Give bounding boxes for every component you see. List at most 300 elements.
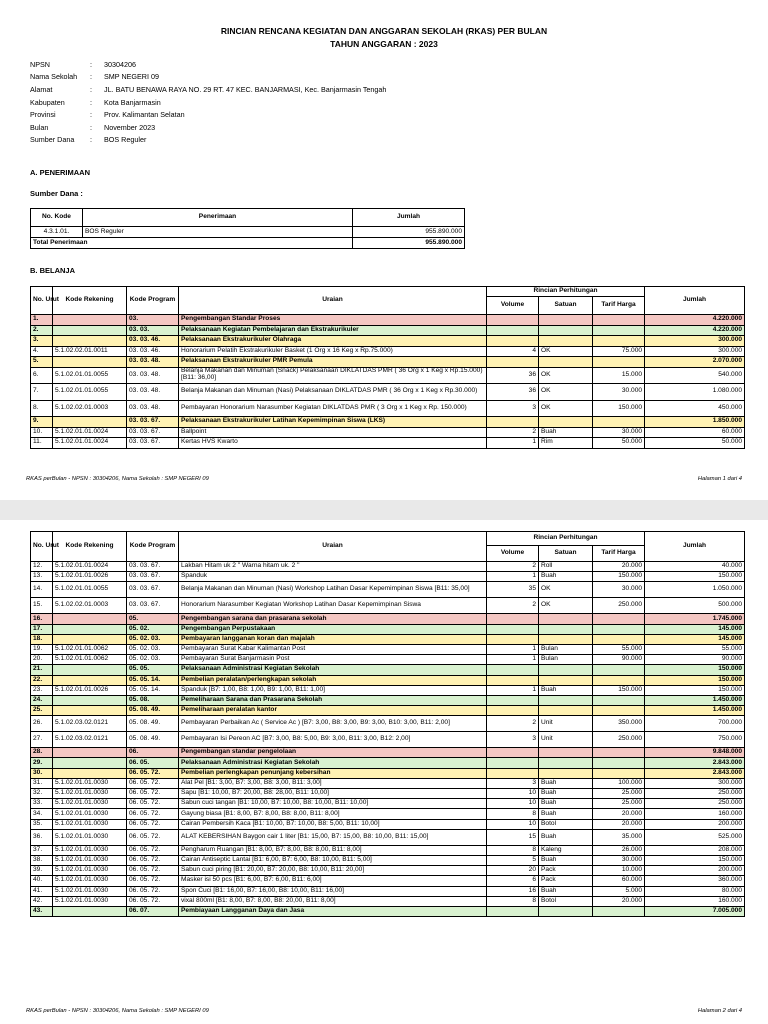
table-row — [31, 634, 745, 644]
cell-no: 6. — [31, 367, 53, 384]
cell-tarif: 10.000 — [593, 866, 645, 876]
cell-kode-rekening: 5.1.02.01.01.0030 — [53, 896, 127, 906]
cell-kode-program: 06. 05. 72. — [127, 855, 179, 865]
cell-tarif — [593, 325, 645, 336]
cell-jumlah: 1.450.000 — [645, 695, 745, 705]
page-number: Halaman 2 dari 4 — [697, 1008, 742, 1014]
cell-jumlah: 4.220.000 — [645, 325, 745, 336]
cell-kode-rekening: 5.1.02.02.01.0011 — [53, 346, 127, 357]
cell-volume: 8 — [487, 809, 539, 819]
cell-uraian: Pembelian perlengkapan penunjang kebersihan — [179, 768, 487, 778]
cell-uraian: Pelaksanaan Administrasi Kegiatan Sekolah — [179, 665, 487, 675]
cell-volume: 36 — [487, 384, 539, 401]
cell-satuan — [539, 906, 593, 916]
table-row — [31, 417, 745, 428]
cell-satuan: Botol — [539, 819, 593, 829]
cell-uraian: Kertas HVS Kwarto — [179, 438, 487, 449]
cell-kode-program: 03. 03. 46. — [127, 336, 179, 347]
cell-kode-rekening — [53, 695, 127, 705]
info-value: 30304206 — [104, 59, 136, 69]
cell-kode-rekening — [53, 614, 127, 624]
cell-tarif — [593, 614, 645, 624]
cell-tarif — [593, 758, 645, 768]
cell-no: 14. — [31, 582, 53, 598]
cell-volume: 8 — [487, 845, 539, 855]
penerimaan-row — [31, 227, 465, 238]
cell-kode-program: 05. — [127, 614, 179, 624]
table-row — [31, 438, 745, 449]
cell-satuan — [539, 706, 593, 716]
info-colon: : — [90, 72, 92, 82]
cell-kode-program: 03. 03. — [127, 325, 179, 336]
total-penerimaan-label: Total Penerimaan — [31, 238, 353, 249]
cell-kode-program: 05. 08. 49. — [127, 706, 179, 716]
cell-volume: 1 — [487, 438, 539, 449]
cell-uraian: Pelaksanaan Kegiatan Pembelajaran dan Ekstrakurikuler — [179, 325, 487, 336]
cell-kode-rekening: 5.1.02.03.02.0121 — [53, 732, 127, 748]
cell-jumlah: 360.000 — [645, 876, 745, 886]
info-value: Prov. Kalimantan Selatan — [104, 110, 185, 120]
header-no-urut: No. Urut — [31, 532, 53, 562]
cell-tarif: 100.000 — [593, 778, 645, 788]
cell-kode-program: 05. 08. 49. — [127, 732, 179, 748]
info-row — [30, 108, 386, 121]
cell-kode-rekening: 5.1.02.01.01.0030 — [53, 855, 127, 865]
table-row — [31, 562, 745, 572]
belanja-heading: B. BELANJA — [30, 266, 76, 275]
cell-kode-program: 05. 02. 03. — [127, 655, 179, 665]
cell-no: 31. — [31, 778, 53, 788]
cell-kode-program: 05. 08. 49. — [127, 716, 179, 732]
cell-no: 36. — [31, 829, 53, 845]
penerimaan-heading: A. PENERIMAAN — [30, 168, 91, 177]
page-footer: RKAS perBulan - NPSN : 30304206, Nama Sekolah : SMP NEGERI 09 — [26, 476, 209, 482]
cell-tarif — [593, 768, 645, 778]
cell-kode-rekening — [53, 325, 127, 336]
cell-no: 43. — [31, 906, 53, 916]
cell-volume: 2 — [487, 716, 539, 732]
cell-uraian: Spanduk [B7: 1,00, B8: 1,00, B9: 1,00, B11: 1,00] — [179, 685, 487, 695]
cell-jumlah: 150.000 — [645, 572, 745, 582]
info-colon: : — [90, 84, 92, 94]
header-rincian: Rincian Perhitungan — [487, 532, 645, 546]
cell-no: 15. — [31, 598, 53, 614]
cell-tarif: 90.000 — [593, 655, 645, 665]
cell-no: 40. — [31, 876, 53, 886]
cell-tarif — [593, 357, 645, 368]
cell-uraian: Pembayaran langganan koran dan majalah — [179, 634, 487, 644]
table-row — [31, 400, 745, 417]
table-row — [31, 427, 745, 438]
info-colon: : — [90, 97, 92, 107]
cell-satuan: Rim — [539, 438, 593, 449]
header-rincian: Rincian Perhitungan — [487, 287, 645, 297]
cell-tarif: 15.000 — [593, 367, 645, 384]
header-tarif: Tarif Harga — [593, 546, 645, 562]
cell-tarif: 250.000 — [593, 598, 645, 614]
cell-volume: 5 — [487, 855, 539, 865]
cell-kode-rekening: 5.1.02.01.01.0030 — [53, 829, 127, 845]
cell-jumlah: 450.000 — [645, 400, 745, 417]
table-row — [31, 778, 745, 788]
cell-satuan: Buah — [539, 809, 593, 819]
cell-tarif: 20.000 — [593, 896, 645, 906]
cell-kode-program: 06. 05. 72. — [127, 876, 179, 886]
cell-kode-rekening — [53, 675, 127, 685]
cell-volume: 6 — [487, 876, 539, 886]
cell-satuan: Unit — [539, 716, 593, 732]
cell-volume: 3 — [487, 732, 539, 748]
cell-kode-program: 05. 02. 03. — [127, 644, 179, 654]
table-row — [31, 598, 745, 614]
cell-tarif: 75.000 — [593, 346, 645, 357]
cell-kode-rekening — [53, 906, 127, 916]
cell-uraian: Pembayaran Perbaikan Ac ( Service Ac ) [B7: 3,00, B8: 3,00, B9: 3,00, B10: 3,00, B11: 2,00] — [179, 716, 487, 732]
table-row — [31, 732, 745, 748]
cell-tarif: 30.000 — [593, 855, 645, 865]
table-row — [31, 685, 745, 695]
cell-kode-program: 05. 02. 03. — [127, 634, 179, 644]
table-row — [31, 866, 745, 876]
cell-jumlah: 160.000 — [645, 809, 745, 819]
info-value: November 2023 — [104, 122, 156, 132]
cell-volume — [487, 675, 539, 685]
cell-volume — [487, 315, 539, 326]
info-row — [30, 58, 386, 71]
cell-no: 8. — [31, 400, 53, 417]
cell-no: 28. — [31, 748, 53, 758]
cell-jumlah: 750.000 — [645, 732, 745, 748]
cell-kode-rekening: 5.1.02.01.01.0030 — [53, 886, 127, 896]
cell-satuan — [539, 624, 593, 634]
cell-jumlah: 300.000 — [645, 778, 745, 788]
penerimaan-nama: BOS Reguler — [83, 227, 353, 238]
cell-satuan: Buah — [539, 855, 593, 865]
cell-kode-rekening — [53, 634, 127, 644]
cell-kode-program: 06. 07. — [127, 906, 179, 916]
table-row — [31, 614, 745, 624]
cell-uraian: Pembelian peralatan/perlengkapan sekolah — [179, 675, 487, 685]
cell-satuan: Buah — [539, 829, 593, 845]
cell-jumlah: 145.000 — [645, 624, 745, 634]
cell-kode-rekening: 5.1.02.02.01.0003 — [53, 400, 127, 417]
cell-kode-rekening: 5.1.02.01.01.0026 — [53, 685, 127, 695]
cell-volume — [487, 325, 539, 336]
cell-volume — [487, 695, 539, 705]
cell-kode-program: 06. 05. 72. — [127, 768, 179, 778]
cell-satuan — [539, 614, 593, 624]
cell-uraian: Pengembangan Perpustakaan — [179, 624, 487, 634]
cell-uraian: Pengembangan sarana dan prasarana sekolah — [179, 614, 487, 624]
cell-tarif: 20.000 — [593, 809, 645, 819]
cell-kode-rekening: 5.1.02.01.01.0030 — [53, 789, 127, 799]
cell-satuan: OK — [539, 400, 593, 417]
cell-uraian: Masker isi 50 pcs [B1: 6,00, B7: 6,00, B11: 6,00] — [179, 876, 487, 886]
cell-no: 12. — [31, 562, 53, 572]
cell-kode-program: 06. 05. 72. — [127, 829, 179, 845]
cell-satuan: Buah — [539, 799, 593, 809]
cell-no: 17. — [31, 624, 53, 634]
cell-jumlah: 2.843.000 — [645, 768, 745, 778]
cell-kode-rekening — [53, 315, 127, 326]
cell-volume: 4 — [487, 346, 539, 357]
info-label: Provinsi — [30, 110, 56, 120]
cell-volume: 15 — [487, 829, 539, 845]
cell-satuan: Bulan — [539, 644, 593, 654]
cell-kode-program: 03. 03. 48. — [127, 384, 179, 401]
cell-tarif: 60.000 — [593, 876, 645, 886]
cell-kode-rekening — [53, 768, 127, 778]
cell-kode-program: 03. 03. 67. — [127, 562, 179, 572]
cell-satuan: OK — [539, 598, 593, 614]
cell-kode-rekening: 5.1.02.01.01.0055 — [53, 384, 127, 401]
cell-kode-program: 03. 03. 67. — [127, 417, 179, 428]
table-row — [31, 748, 745, 758]
cell-jumlah: 40.000 — [645, 562, 745, 572]
cell-jumlah: 1.850.000 — [645, 417, 745, 428]
cell-tarif — [593, 634, 645, 644]
cell-kode-program: 03. 03. 48. — [127, 357, 179, 368]
cell-satuan — [539, 665, 593, 675]
cell-tarif: 30.000 — [593, 384, 645, 401]
cell-volume: 2 — [487, 598, 539, 614]
cell-kode-program: 06. 05. 72. — [127, 778, 179, 788]
table-row — [31, 855, 745, 865]
table-row — [31, 675, 745, 685]
cell-kode-program: 06. 05. 72. — [127, 845, 179, 855]
cell-kode-program: 06. 05. 72. — [127, 799, 179, 809]
header-kode-rekening: Kode Rekening — [53, 287, 127, 315]
cell-no: 2. — [31, 325, 53, 336]
cell-kode-program: 06. 05. 72. — [127, 886, 179, 896]
cell-kode-rekening: 5.1.02.01.01.0030 — [53, 799, 127, 809]
cell-kode-rekening: 5.1.02.01.01.0024 — [53, 438, 127, 449]
cell-satuan: Buah — [539, 427, 593, 438]
cell-satuan — [539, 336, 593, 347]
table-row — [31, 665, 745, 675]
cell-satuan: Buah — [539, 886, 593, 896]
cell-tarif — [593, 706, 645, 716]
info-row — [30, 134, 386, 147]
cell-volume — [487, 624, 539, 634]
cell-kode-rekening: 5.1.02.01.01.0030 — [53, 876, 127, 886]
cell-satuan: OK — [539, 384, 593, 401]
cell-kode-rekening: 5.1.02.01.01.0062 — [53, 655, 127, 665]
header-satuan: Satuan — [539, 297, 593, 315]
table-row — [31, 624, 745, 634]
cell-kode-rekening: 5.1.02.03.02.0121 — [53, 716, 127, 732]
cell-no: 9. — [31, 417, 53, 428]
cell-uraian: Belanja Makanan dan Minuman (Nasi) Pelaksanaan DIKLATDAS PMR ( 36 Org x 1 Keg x Rp.30.000) — [179, 384, 487, 401]
cell-satuan: Botol — [539, 896, 593, 906]
report-page-1 — [0, 0, 768, 500]
table-row — [31, 819, 745, 829]
cell-jumlah: 1.050.000 — [645, 582, 745, 598]
table-row — [31, 695, 745, 705]
cell-no: 5. — [31, 357, 53, 368]
cell-satuan: Buah — [539, 685, 593, 695]
cell-kode-program: 05. 05. — [127, 665, 179, 675]
cell-volume: 2 — [487, 427, 539, 438]
cell-tarif: 250.000 — [593, 732, 645, 748]
header-uraian: Uraian — [179, 287, 487, 315]
info-row — [30, 83, 386, 96]
cell-no: 21. — [31, 665, 53, 675]
cell-satuan: Bulan — [539, 655, 593, 665]
cell-tarif — [593, 748, 645, 758]
cell-no: 18. — [31, 634, 53, 644]
cell-uraian: Pelaksanaan Ekstrakurikuler Olahraga — [179, 336, 487, 347]
cell-tarif — [593, 695, 645, 705]
cell-kode-rekening — [53, 665, 127, 675]
table-row — [31, 876, 745, 886]
cell-uraian: Pemeliharaan peralatan kantor — [179, 706, 487, 716]
cell-volume: 1 — [487, 655, 539, 665]
cell-satuan — [539, 748, 593, 758]
cell-volume: 1 — [487, 644, 539, 654]
total-penerimaan-value: 955.890.000 — [353, 238, 465, 249]
cell-jumlah: 1.450.000 — [645, 706, 745, 716]
cell-satuan — [539, 758, 593, 768]
cell-kode-rekening: 5.1.02.01.01.0030 — [53, 778, 127, 788]
cell-no: 41. — [31, 886, 53, 896]
cell-kode-program: 03. 03. 48. — [127, 367, 179, 384]
report-subtitle: TAHUN ANGGARAN : 2023 — [330, 39, 438, 49]
cell-tarif: 25.000 — [593, 799, 645, 809]
cell-satuan — [539, 695, 593, 705]
cell-uraian: Gayung biasa [B1: 8,00, B7: 8,00, B8: 8,00, B11: 8,00] — [179, 809, 487, 819]
cell-kode-rekening: 5.1.02.01.01.0030 — [53, 819, 127, 829]
cell-uraian: Pembiayaan Langganan Daya dan Jasa — [179, 906, 487, 916]
cell-volume: 1 — [487, 685, 539, 695]
cell-kode-program: 06. 05. 72. — [127, 809, 179, 819]
cell-satuan: Roll — [539, 562, 593, 572]
cell-kode-rekening — [53, 624, 127, 634]
cell-uraian: Honorarium Pelatih Ekstrakurikuler Basket (1 Org x 16 Keg x Rp.75.000) — [179, 346, 487, 357]
info-row — [30, 121, 386, 134]
belanja-table-page-2 — [30, 531, 745, 917]
cell-no: 32. — [31, 789, 53, 799]
cell-jumlah: 1.745.000 — [645, 614, 745, 624]
cell-jumlah: 90.000 — [645, 655, 745, 665]
cell-tarif: 30.000 — [593, 427, 645, 438]
cell-volume: 2 — [487, 562, 539, 572]
table-row — [31, 384, 745, 401]
cell-volume — [487, 748, 539, 758]
table-row — [31, 799, 745, 809]
cell-uraian: Ballpoint — [179, 427, 487, 438]
table-row — [31, 346, 745, 357]
cell-kode-rekening: 5.1.02.01.01.0055 — [53, 367, 127, 384]
cell-no: 10. — [31, 427, 53, 438]
page-separator — [0, 500, 768, 520]
cell-kode-rekening — [53, 336, 127, 347]
header-jumlah: Jumlah — [645, 287, 745, 315]
cell-satuan — [539, 315, 593, 326]
header-volume: Volume — [487, 297, 539, 315]
cell-kode-program: 03. 03. 67. — [127, 598, 179, 614]
cell-satuan: Pack — [539, 866, 593, 876]
table-row — [31, 315, 745, 326]
cell-kode-program: 03. 03. 67. — [127, 438, 179, 449]
penerimaan-total-row — [31, 238, 465, 249]
cell-uraian: Pengembangan standar pengelolaan — [179, 748, 487, 758]
header-satuan: Satuan — [539, 546, 593, 562]
cell-kode-rekening: 5.1.02.01.01.0030 — [53, 866, 127, 876]
cell-no: 16. — [31, 614, 53, 624]
cell-jumlah: 2.070.000 — [645, 357, 745, 368]
table-row — [31, 336, 745, 347]
cell-satuan: Buah — [539, 789, 593, 799]
cell-jumlah: 208.000 — [645, 845, 745, 855]
cell-volume: 36 — [487, 367, 539, 384]
cell-kode-rekening — [53, 357, 127, 368]
cell-uraian: Cairan Antiseptic Lantai [B1: 6,00, B7: 6,00, B8: 10,00, B11: 5,00] — [179, 855, 487, 865]
table-row — [31, 325, 745, 336]
cell-no: 26. — [31, 716, 53, 732]
cell-volume — [487, 906, 539, 916]
cell-tarif — [593, 336, 645, 347]
cell-jumlah: 80.000 — [645, 886, 745, 896]
table-row — [31, 789, 745, 799]
cell-tarif — [593, 675, 645, 685]
cell-volume: 3 — [487, 778, 539, 788]
cell-volume — [487, 634, 539, 644]
cell-uraian: vixal 800ml [B1: 8,00, B7: 8,00, B8: 20,00, B11: 8,00] — [179, 896, 487, 906]
cell-uraian: Belanja Makanan dan Minuman (Snack) Pelaksanaan DIKLATDAS PMR ( 36 Org x 1 Keg x Rp.15.000) [B11: 36,00] — [179, 367, 487, 384]
cell-no: 27. — [31, 732, 53, 748]
cell-no: 3. — [31, 336, 53, 347]
cell-tarif — [593, 417, 645, 428]
cell-jumlah: 145.000 — [645, 634, 745, 644]
cell-uraian: Pelaksanaan Ekstrakurikuler PMR Pemula — [179, 357, 487, 368]
cell-tarif: 50.000 — [593, 438, 645, 449]
cell-no: 29. — [31, 758, 53, 768]
cell-volume: 35 — [487, 582, 539, 598]
info-row — [30, 71, 386, 84]
table-row — [31, 367, 745, 384]
cell-uraian: Cairan Pembersih Kaca [B1: 10,00, B7: 10,00, B8: 5,00, B11: 10,00] — [179, 819, 487, 829]
table-row — [31, 809, 745, 819]
cell-satuan: OK — [539, 367, 593, 384]
cell-tarif: 20.000 — [593, 819, 645, 829]
info-value: JL. BATU BENAWA RAYA NO. 29 RT. 47 KEC. BANJARMASI, Kec. Banjarmasin Tengah — [104, 84, 387, 94]
cell-jumlah: 150.000 — [645, 675, 745, 685]
cell-no: 39. — [31, 866, 53, 876]
cell-satuan — [539, 675, 593, 685]
cell-kode-program: 06. 05. — [127, 758, 179, 768]
cell-uraian: Lakban Hitam uk 2 " Warna hitam uk. 2 " — [179, 562, 487, 572]
cell-jumlah: 150.000 — [645, 855, 745, 865]
cell-satuan: Unit — [539, 732, 593, 748]
cell-volume — [487, 768, 539, 778]
table-row — [31, 906, 745, 916]
info-label: Sumber Dana — [30, 135, 75, 145]
cell-uraian: Spon Cuci [B1: 16,00, B7: 16,00, B8: 10,00, B11: 16,00] — [179, 886, 487, 896]
cell-no: 25. — [31, 706, 53, 716]
cell-uraian: Sabun cuci tangan [B1: 10,00, B7: 10,00, B8: 10,00, B11: 10,00] — [179, 799, 487, 809]
cell-no: 19. — [31, 644, 53, 654]
cell-volume — [487, 614, 539, 624]
cell-uraian: Alat Pel [B1: 3,00, B7: 3,00, B8: 3,00, B11: 3,00] — [179, 778, 487, 788]
cell-kode-program: 06. 05. 72. — [127, 819, 179, 829]
cell-no: 42. — [31, 896, 53, 906]
cell-tarif: 55.000 — [593, 644, 645, 654]
cell-kode-program: 05. 05. 14. — [127, 685, 179, 695]
belanja-table-page-1 — [30, 286, 745, 449]
cell-jumlah: 200.000 — [645, 819, 745, 829]
cell-kode-rekening — [53, 706, 127, 716]
